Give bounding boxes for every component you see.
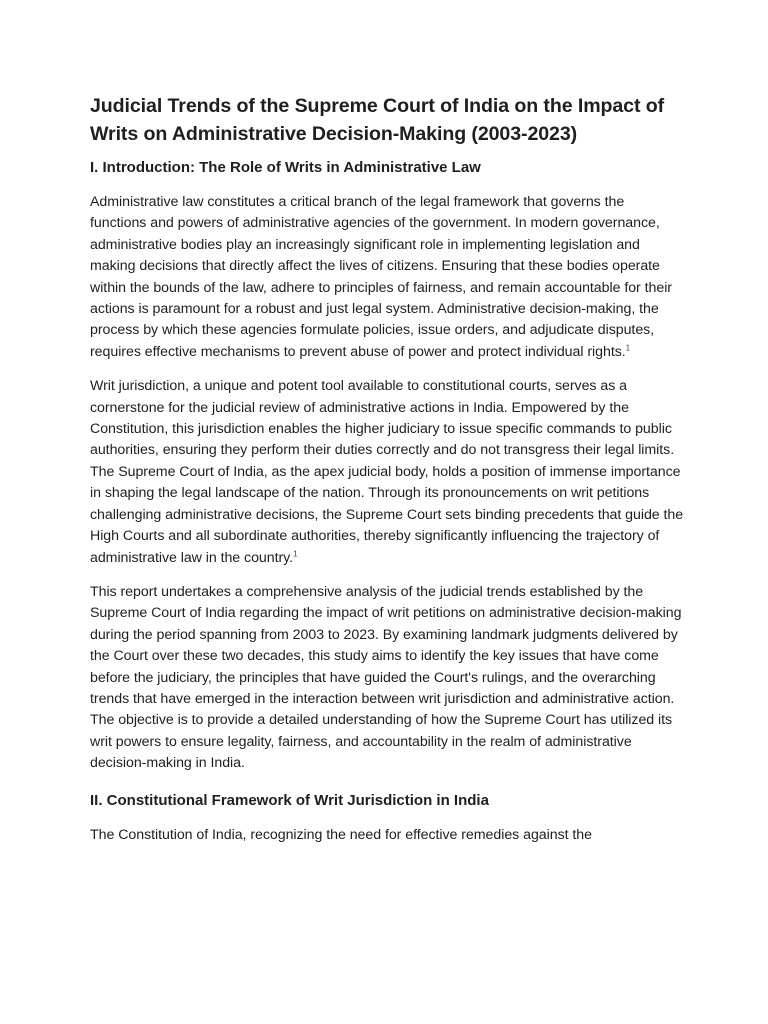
intro-paragraph-2 (90, 376, 684, 569)
footnote-marker[interactable]: 1 (293, 548, 298, 558)
constitutional-paragraph-1 (90, 825, 684, 846)
intro-paragraph-1 (90, 192, 684, 363)
footnote-marker[interactable]: 1 (625, 343, 631, 353)
section-heading-introduction: I. Introduction: The Role of Writs in Administrative Law (90, 159, 481, 176)
document-page (90, 92, 684, 846)
section-heading-constitutional-framework: II. Constitutional Framework of Writ Jurisdiction in India (90, 791, 489, 809)
paragraph-text: This report undertakes a comprehensive analysis of the judicial trends established by the Supreme Court of India regarding the impact of writ petitions on administrative decision-making during the period spanning from 2003 to 2023. By examining landmark judgments delivered by the Court over these two decades, this study aims to identify the key issues that have come before the judiciary, the principles that have guided the Court's rulings, and the overarching trends that have emerged in the interaction between writ jurisdiction and administrative action. The objective is to provide a detailed understanding of how the Supreme Court has utilized its writ powers to ensure legality, fairness, and accountability in the realm of administrative decision-making in India. (90, 583, 682, 772)
paragraph-text: Administrative law constitutes a critical branch of the legal framework that governs the functions and powers of administrative agencies of the government. In modern governance, administrative bodies play an increasingly significant role in implementing legislation and making decisions that directly affect the lives of citizens. Ensuring that these bodies operate within the bounds of the law, adhere to principles of fairness, and remain accountable for their actions is paramount for a robust and just legal system. Administrative decision-making, the process by which these agencies formulate policies, issue orders, and adjudicate disputes, requires effective mechanisms to prevent abuse of power and protect individual rights. (90, 194, 672, 360)
paragraph-text: Writ jurisdiction, a unique and potent tool available to constitutional courts, serves as a cornerstone for the judicial review of administrative actions in India. Empowered by the Constitution, this jurisdiction enables the higher judiciary to issue specific commands to public authorities, ensuring they perform their duties correctly and do not transgress their legal limits. The Supreme Court of India, as the apex judicial body, holds a position of immense importance in shaping the legal landscape of the nation. Through its pronouncements on writ petitions challenging administrative decisions, the Supreme Court sets binding precedents that guide the High Courts and all subordinate authorities, thereby significantly influencing the trajectory of administrative law in the country. (90, 378, 684, 566)
document-title: Judicial Trends of the Supreme Court of India on the Impact of Writs on Administrative Decision-Making (2003-2023) (90, 95, 665, 145)
paragraph-text: The Constitution of India, recognizing the need for effective remedies against the (90, 826, 592, 843)
intro-paragraph-3 (90, 582, 684, 775)
